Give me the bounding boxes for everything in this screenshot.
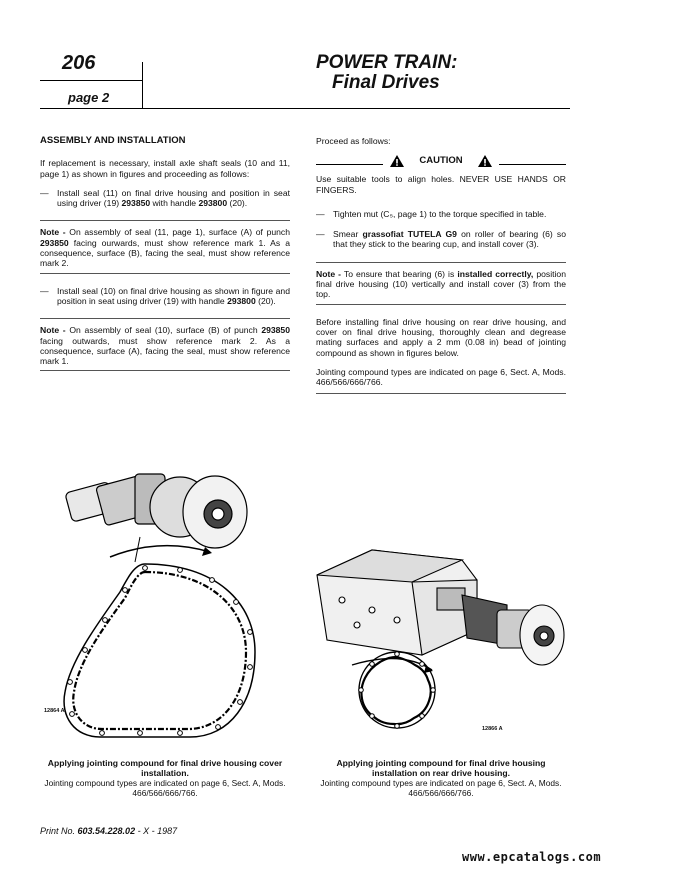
caution-banner xyxy=(316,154,566,168)
note-box: Note - On assembly of seal (11, page 1), surface (A) of punch 293850 facing ourwards, must show reference mark 1. As a consequence, surface (B), facing the seal, must show reference mark 2. xyxy=(40,220,290,273)
list-item: — Tighten mut (C₅, page 1) to the torque specified in table. xyxy=(316,208,547,219)
list-item: — Install seal (10) on final drive housing as shown in figure and position in seat using driver (19) with handle 293800 (20). xyxy=(40,285,290,306)
header-rule-top xyxy=(40,80,142,81)
header-rule-vertical xyxy=(142,62,143,109)
watermark: www.epcatalogs.com xyxy=(462,850,602,864)
note-box: Note - On assembly of seal (10), surface (B) of punch 293850 facing outwards, must show reference mark 2. As a consequence, surface (A), facing the seal, must show reference mark 1. xyxy=(40,318,290,371)
caution-label: CAUTION xyxy=(419,155,463,167)
left-figure-caption: Applying jointing compound for final drive housing cover installation. Jointing compound types are indicated on page 6, Sect. A, Mods. 466/566/666/766. xyxy=(44,758,286,798)
header-rule-bottom xyxy=(40,108,570,109)
list-item: — Smear grassofiat TUTELA G9 on roller of bearing (6) so that they stick to the bearing cup, and install cover (3). xyxy=(316,229,567,250)
warning-icon xyxy=(477,154,493,168)
list-item: — Install seal (11) on final drive housing and position in seat using driver (19) 293850 with handle 293800 (20). xyxy=(40,187,290,209)
compound-paragraph: Jointing compound types are indicated on page 6, Sect. A, Mods. 466/566/666/766. xyxy=(316,367,566,395)
warning-icon xyxy=(389,154,405,168)
figure-rear-drive-housing xyxy=(312,520,567,735)
left-column xyxy=(40,136,290,383)
note-box: Note - To ensure that bearing (6) is installed correctly, position final drive housing (10) vertically and install cover (3) from the top. xyxy=(316,262,566,305)
print-number: Print No. 603.54.228.02 - X - 1987 xyxy=(40,826,178,836)
right-column xyxy=(316,136,566,403)
figure-label: 12864 A xyxy=(44,708,65,714)
page-number: 206 xyxy=(62,52,96,74)
page-subnumber: page 2 xyxy=(68,90,110,105)
figure-final-drive-cover xyxy=(40,452,285,752)
section-subtitle: Final Drives xyxy=(332,72,440,93)
assembly-heading: ASSEMBLY AND INSTALLATION xyxy=(40,135,186,146)
figure-label: 12866 A xyxy=(482,726,503,732)
section-title: POWER TRAIN: xyxy=(316,52,458,73)
right-figure-caption: Applying jointing compound for final drive housing installation on rear drive housing. Jointing compound types are indicated on page 6, Sect. A, Mods. 466/566/666/766. xyxy=(320,758,562,798)
prep-paragraph: Before installing final drive housing on rear drive housing, and cover on final drive housing, thoroughly clean and degrease mating surfaces and apply a 2 mm (0.08 in) bead of jointing compound as shown in figures below. xyxy=(316,316,566,358)
proceed-text: Proceed as follows: xyxy=(316,136,391,146)
caution-text: Use suitable tools to align holes. NEVER USE HANDS OR FINGERS. xyxy=(316,174,566,195)
intro-paragraph: If replacement is necessary, install axle shaft seals (10 and 11, page 1) as shown in figures and proceeding as follows: xyxy=(40,158,290,179)
